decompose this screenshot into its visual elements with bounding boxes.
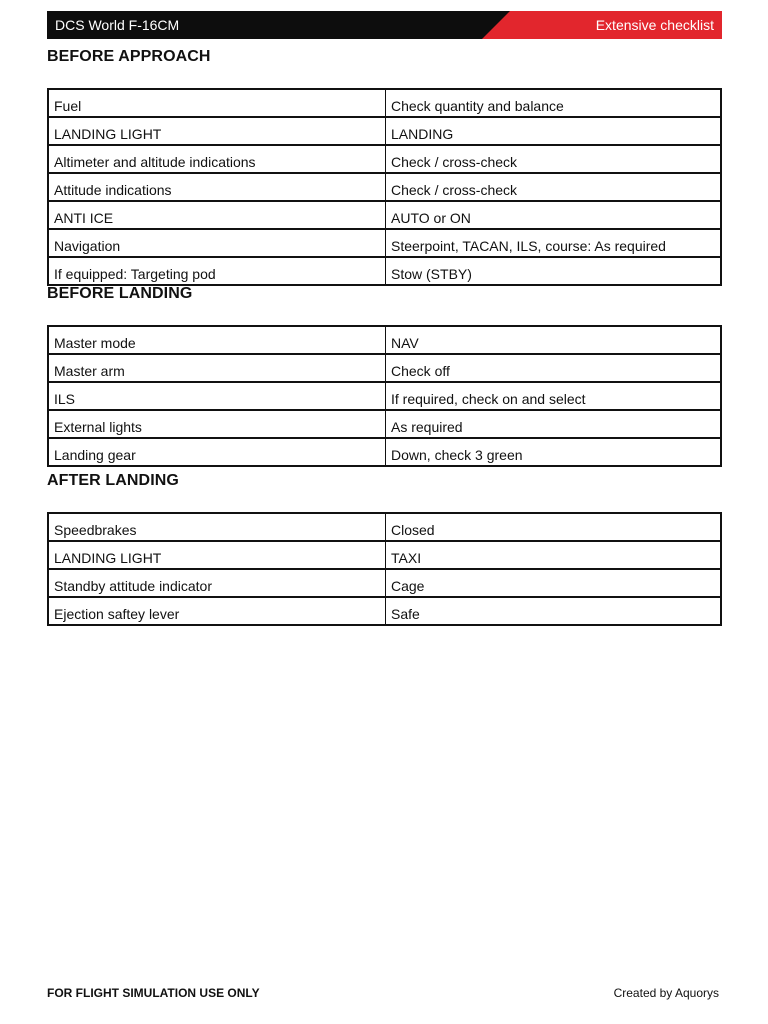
table-row xyxy=(48,597,721,625)
section-title-before-landing: BEFORE LANDING xyxy=(47,285,193,302)
checklist-item: If equipped: Targeting pod xyxy=(48,257,386,285)
table-row xyxy=(48,382,721,410)
table-row xyxy=(48,173,721,201)
checklist-before-approach xyxy=(47,88,722,286)
table-row xyxy=(48,117,721,145)
checklist-after-landing xyxy=(47,512,722,626)
table-row xyxy=(48,410,721,438)
section-title-after-landing: AFTER LANDING xyxy=(47,472,179,489)
table-row xyxy=(48,257,721,285)
checklist-action: Down, check 3 green xyxy=(386,438,722,466)
checklist-item: LANDING LIGHT xyxy=(48,541,386,569)
checklist-item: Attitude indications xyxy=(48,173,386,201)
table-row xyxy=(48,569,721,597)
footer-credit: Created by Aquorys xyxy=(613,986,719,1000)
checklist-action: Check off xyxy=(386,354,722,382)
table-row xyxy=(48,513,721,541)
checklist-action: Check quantity and balance xyxy=(386,89,722,117)
table-row xyxy=(48,229,721,257)
checklist-action: TAXI xyxy=(386,541,722,569)
table-row xyxy=(48,354,721,382)
checklist-item: Master arm xyxy=(48,354,386,382)
table-row xyxy=(48,145,721,173)
checklist-action: If required, check on and select xyxy=(386,382,722,410)
checklist-item: Speedbrakes xyxy=(48,513,386,541)
checklist-item: Altimeter and altitude indications xyxy=(48,145,386,173)
checklist-action: NAV xyxy=(386,326,722,354)
checklist-item: Navigation xyxy=(48,229,386,257)
checklist-item: Fuel xyxy=(48,89,386,117)
checklist-item: Landing gear xyxy=(48,438,386,466)
checklist-action: Closed xyxy=(386,513,722,541)
checklist-item: Master mode xyxy=(48,326,386,354)
checklist-item: LANDING LIGHT xyxy=(48,117,386,145)
checklist-action: Steerpoint, TACAN, ILS, course: As required xyxy=(386,229,722,257)
section-title-before-approach: BEFORE APPROACH xyxy=(47,48,211,65)
table-row xyxy=(48,541,721,569)
checklist-action: Stow (STBY) xyxy=(386,257,722,285)
checklist-action: Safe xyxy=(386,597,722,625)
checklist-action: Check / cross-check xyxy=(386,145,722,173)
footer-disclaimer: FOR FLIGHT SIMULATION USE ONLY xyxy=(47,986,260,1000)
table-row xyxy=(48,326,721,354)
document-subtitle: Extensive checklist xyxy=(595,17,714,33)
checklist-item: ILS xyxy=(48,382,386,410)
table-row xyxy=(48,89,721,117)
checklist-action: Cage xyxy=(386,569,722,597)
checklist-item: Standby attitude indicator xyxy=(48,569,386,597)
checklist-action: AUTO or ON xyxy=(386,201,722,229)
checklist-item: External lights xyxy=(48,410,386,438)
document-title: DCS World F-16CM xyxy=(55,17,180,33)
table-row xyxy=(48,438,721,466)
checklist-item: ANTI ICE xyxy=(48,201,386,229)
header-bar xyxy=(47,11,722,39)
checklist-item: Ejection saftey lever xyxy=(48,597,386,625)
checklist-action: As required xyxy=(386,410,722,438)
checklist-action: Check / cross-check xyxy=(386,173,722,201)
table-row xyxy=(48,201,721,229)
checklist-before-landing xyxy=(47,325,722,467)
checklist-action: LANDING xyxy=(386,117,722,145)
